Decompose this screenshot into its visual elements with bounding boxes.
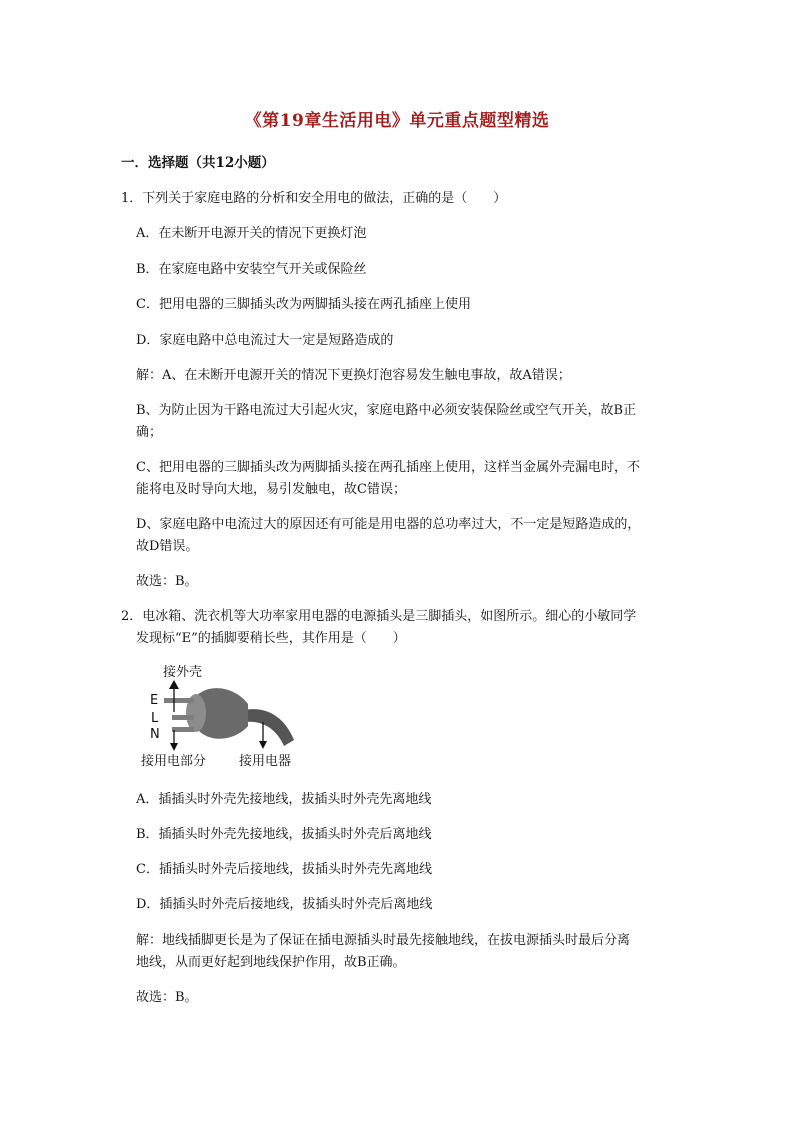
label-power: 接用电部分	[141, 754, 207, 769]
q2-solution-line: 解：地线插脚更长是为了保证在插电源插头时最先接触地线，在拔电源插头时最后分离	[136, 933, 631, 948]
q1-option-d: D．家庭电路中总电流过大一定是短路造成的	[136, 333, 394, 348]
plug-figure	[136, 660, 316, 772]
q1-solution-line: 解：A、在未断开电源开关的情况下更换灯泡容易发生触电事故，故A错误；	[136, 368, 571, 383]
q2-option-a: A．插插头时外壳先接地线，拔插头时外壳先离地线	[136, 792, 432, 807]
label-shell: 接外壳	[163, 665, 203, 680]
plug-cable	[244, 709, 294, 746]
label-n: N	[150, 727, 160, 742]
q1-solution-line: 能将电及时导向大地，易引发触电，故C错误；	[136, 482, 406, 497]
q2-stem-line: 2．电冰箱、洗衣机等大功率家用电器的电源插头是三脚插头，如图所示。细心的小敏同学	[121, 609, 637, 624]
arrow-down-icon	[259, 741, 267, 749]
q2-solution-line: 地线，从而更好起到地线保护作用，故B正确。	[136, 955, 406, 970]
page-title: 《第19章生活用电》单元重点题型精选	[244, 111, 550, 131]
arrow-down-icon	[170, 743, 178, 751]
q1-stem: 1．下列关于家庭电路的分析和安全用电的做法，正确的是（ ）	[121, 191, 507, 206]
q1-solution-line: D、家庭电路中电流过大的原因还有可能是用电器的总功率过大，不一定是短路造成的，	[136, 517, 641, 532]
q1-option-c: C．把用电器的三脚插头改为两脚插头接在两孔插座上使用	[136, 297, 471, 312]
q1-solution-line: 确；	[136, 425, 163, 440]
q2-stem-line: 发现标“E”的插脚要稍长些，其作用是（ ）	[136, 631, 406, 646]
q2-option-b: B．插插头时外壳先接地线，拔插头时外壳后离地线	[136, 827, 432, 842]
q2-option-d: D．插插头时外壳后接地线，拔插头时外壳后离地线	[136, 897, 433, 912]
q1-option-b: B．在家庭电路中安装空气开关或保险丝	[136, 262, 367, 277]
q2-option-c: C．插插头时外壳后接地线，拔插头时外壳先离地线	[136, 862, 432, 877]
q2-answer: 故选：B。	[136, 990, 198, 1005]
arrow-up-icon	[169, 680, 179, 689]
section-heading: 一．选择题（共12小题）	[121, 155, 275, 171]
label-l: L	[151, 711, 159, 726]
label-e: E	[150, 693, 159, 708]
q1-option-a: A．在未断开电源开关的情况下更换灯泡	[136, 226, 367, 241]
pin-n	[172, 727, 194, 732]
pin-e	[164, 698, 194, 703]
q1-solution-line: 故D错误。	[136, 539, 199, 554]
pin-l	[172, 715, 194, 720]
label-appliance: 接用电器	[239, 754, 292, 769]
q1-solution-line: B、为防止因为干路电流过大引起火灾，家庭电路中必须安装保险丝或空气开关，故B正	[136, 403, 637, 418]
q1-answer: 故选：B。	[136, 574, 198, 589]
q1-solution-line: C、把用电器的三脚插头改为两脚插头接在两孔插座上使用，这样当金属外壳漏电时，不	[136, 460, 640, 475]
